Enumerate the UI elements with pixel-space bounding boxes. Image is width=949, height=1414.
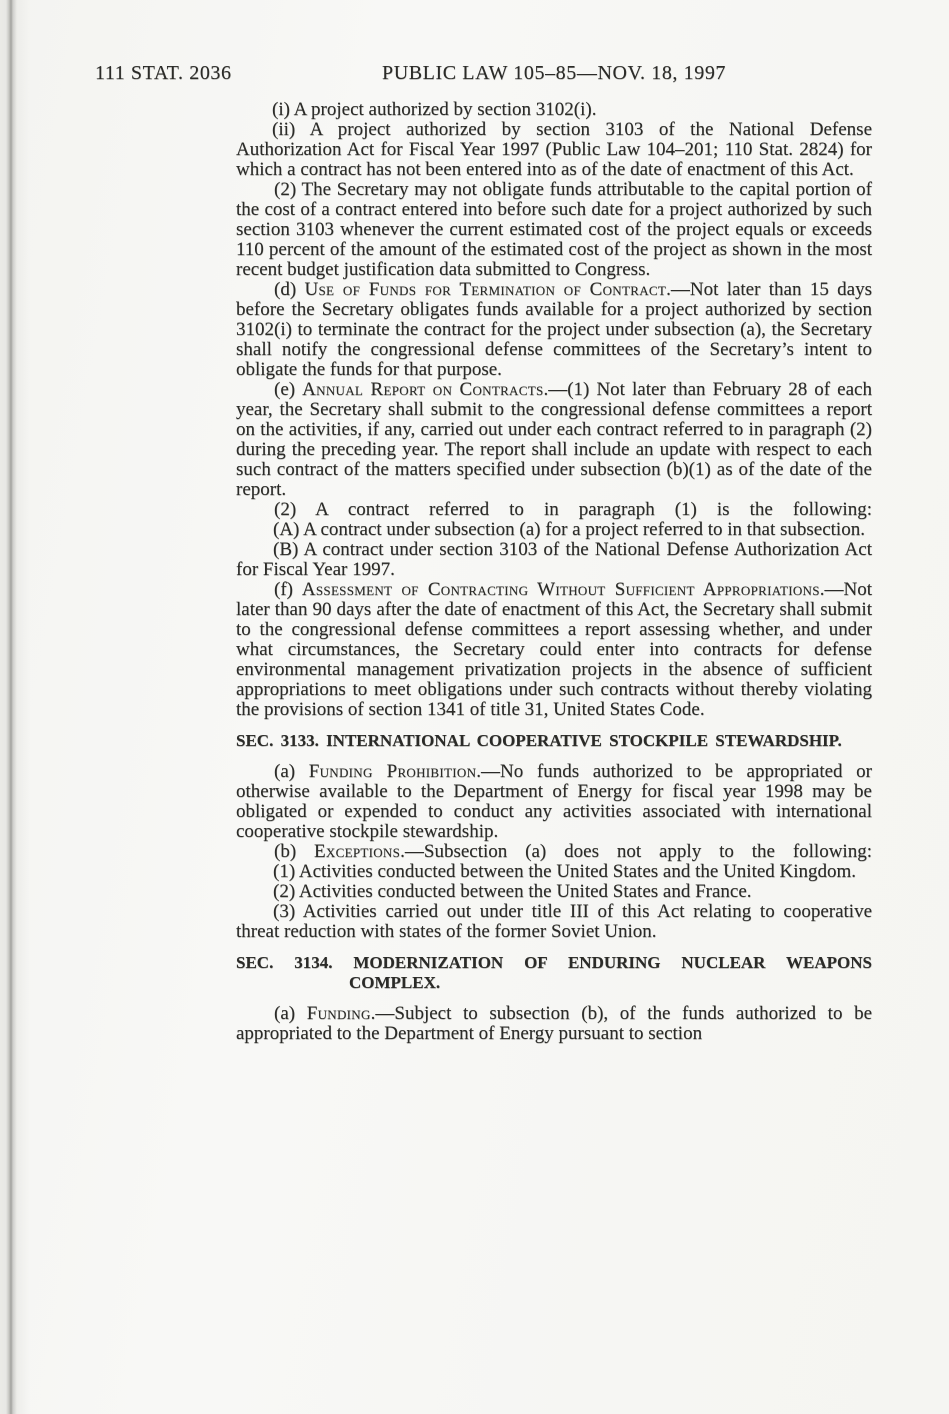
- subsection-e-text: .—(1) Not later than February 28 of each year, the Secretary shall submit to the congressional defense committees a report on the activities, if any, carried out under each contract referred to in paragraph (2) during the preceding year. The report shall include an update with respect to each such contract of the matters specified under subsection (b)(1) as of the date of the report.: [236, 379, 872, 500]
- section-3133-subsection-b-text: .—Subsection (a) does not apply to the following:: [400, 841, 872, 862]
- subsection-f-number: (f): [274, 579, 302, 600]
- section-3133-subsection-a-title: Funding Prohibition: [308, 761, 477, 782]
- paragraph-2: (2) The Secretary may not obligate funds attributable to the capital portion of the cost of a contract entered into before such date for a project authorized by such section 3103 whenever the current estimated cost of the project equals or exceeds 110 percent of the amount of the estimated cost of the project as shown in the most recent budget justification data submitted to Congress.: [236, 179, 872, 280]
- section-3133-subsection-b: [236, 842, 872, 862]
- section-3134-subsection-a: [236, 1004, 872, 1044]
- running-head-law-citation: PUBLIC LAW 105–85—NOV. 18, 1997: [381, 62, 727, 84]
- section-3134-heading: SEC. 3134. MODERNIZATION OF ENDURING NUCLEAR WEAPONS COMPLEX.: [236, 953, 872, 992]
- section-3134-subsection-a-number: (a): [274, 1003, 307, 1024]
- section-3133-item-3: (3) Activities carried out under title III of this Act relating to cooperative threat reduction with states of the former Soviet Union.: [236, 901, 872, 942]
- subsection-e: [236, 380, 872, 500]
- item-B: (B) A contract under section 3103 of the National Defense Authorization Act for Fiscal Year 1997.: [236, 539, 872, 580]
- section-3133-subsection-a-text: .—No funds authorized to be appropriated or otherwise available to the Department of Energy for fiscal year 1998 may be obligated or expended to conduct any activities associated with international cooperative stockpile stewardship.: [236, 761, 872, 842]
- section-3133-item-1: (1) Activities conducted between the United States and the United Kingdom.: [273, 861, 857, 882]
- subsection-f: [236, 580, 872, 720]
- subsection-f-title: Assessment of Contracting Without Sufficient Appropriations: [301, 579, 820, 600]
- clause-i: (i) A project authorized by section 3102(i).: [272, 99, 597, 120]
- section-3133-subsection-a-number: (a): [274, 761, 309, 782]
- subsection-d-title: Use of Funds for Termination of Contract: [304, 279, 667, 300]
- subsection-d-text: .—Not later than 15 days before the Secretary obligates funds available for a project authorized by section 3102(i) to terminate the contract for the project under subsection (a), the Secretary shall notify the congressional defense committees of the Secretary’s intent to obligate the funds for that purpose.: [236, 279, 872, 380]
- clause-ii: (ii) A project authorized by section 3103 of the National Defense Authorization Act for Fiscal Year 1997 (Public Law 104–201; 110 Stat. 2824) for which a contract has not been entered into as of the date of enactment of this Act.: [236, 119, 872, 180]
- item-A: (A) A contract under subsection (a) for a project referred to in that subsection.: [273, 519, 865, 540]
- subsection-d: [236, 280, 872, 380]
- section-3133-subsection-b-number: (b): [274, 841, 315, 862]
- subsection-e-number: (e): [274, 379, 303, 400]
- subsection-e-title: Annual Report on Contracts: [302, 379, 544, 400]
- subsection-f-text: .—Not later than 90 days after the date of enactment of this Act, the Secretary shall submit to the congressional defense committees a report assessing whether, and under what circumstances, the Secretary could enter into contracts for defense environmental management privatization projects in the absence of sufficient appropriations to meet obligations under such contracts without thereby violating the provisions of section 1341 of title 31, United States Code.: [236, 579, 872, 720]
- section-3133-heading: SEC. 3133. INTERNATIONAL COOPERATIVE STOCKPILE STEWARDSHIP.: [236, 731, 842, 750]
- subsection-d-number: (d): [274, 279, 305, 300]
- section-3133-item-2: (2) Activities conducted between the United States and France.: [273, 881, 752, 902]
- section-3133-subsection-b-title: Exceptions: [314, 841, 401, 862]
- section-3134-subsection-a-title: Funding: [306, 1003, 371, 1024]
- page-stat-number: 111 STAT. 2036: [95, 62, 232, 84]
- section-3134-subsection-a-text: .—Subject to subsection (b), of the funds authorized to be appropriated to the Department of Energy pursuant to section: [236, 1003, 873, 1044]
- section-3133-subsection-a: [236, 762, 872, 842]
- paragraph-e2: (2) A contract referred to in paragraph (1) is the following:: [274, 499, 872, 520]
- text-column: [236, 100, 872, 1044]
- scan-gutter-shadow: [0, 0, 30, 1414]
